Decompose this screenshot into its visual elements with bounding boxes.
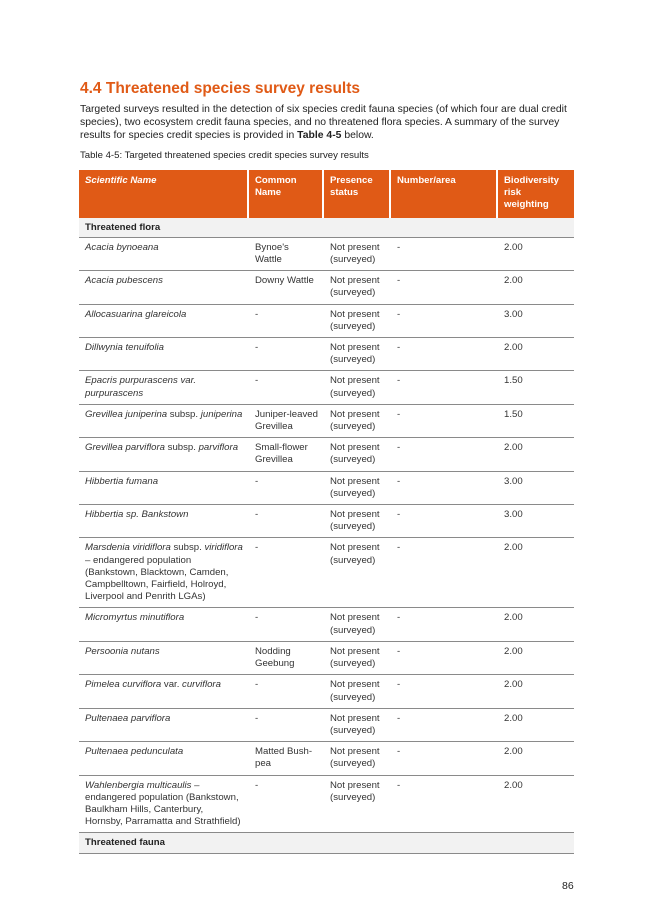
scientific-name-cell <box>79 608 249 641</box>
common-name-cell: Nodding Geebung <box>249 642 324 675</box>
header-presence-status: Presence status <box>324 170 391 218</box>
number-area-cell: - <box>391 271 498 304</box>
table-row <box>79 675 574 708</box>
table-row <box>79 642 574 675</box>
common-name-cell: - <box>249 505 324 538</box>
risk-weighting-cell: 2.00 <box>498 608 574 641</box>
presence-status-cell: Not present (surveyed) <box>324 438 391 471</box>
header-common-name: Common Name <box>249 170 324 218</box>
risk-weighting-cell: 3.00 <box>498 305 574 338</box>
scientific-name-cell <box>79 271 249 304</box>
scientific-name-part: subsp. <box>170 542 205 554</box>
scientific-name-part: Hibbertia fumana <box>85 475 159 487</box>
scientific-name-cell <box>79 371 249 404</box>
common-name-cell: - <box>249 472 324 505</box>
number-area-cell: - <box>391 338 498 371</box>
scientific-name-part: Pultenaea parviflora <box>85 712 171 724</box>
scientific-name-cell <box>79 305 249 338</box>
intro-text: Targeted surveys resulted in the detection of six species credit fauna species (of which four are dual credit species), two ecosystem credit fauna species, and no threatened flora species. A summary of the survey results for species credit species is provided in <box>80 104 567 141</box>
common-name-cell: Downy Wattle <box>249 271 324 304</box>
table-row <box>79 338 574 371</box>
table-row <box>79 776 574 834</box>
scientific-name-part: Marsdenia viridiflora <box>85 542 171 554</box>
scientific-name-part: Acacia pubescens <box>85 275 163 287</box>
header-biodiversity-risk: Biodiversity risk weighting <box>498 170 574 218</box>
scientific-name-part: Pultenaea pedunculata <box>85 746 184 758</box>
common-name-cell: Juniper-leaved Grevillea <box>249 405 324 438</box>
number-area-cell: - <box>391 505 498 538</box>
section-row-fauna <box>79 833 574 853</box>
risk-weighting-cell: 3.00 <box>498 505 574 538</box>
presence-status-cell: Not present (surveyed) <box>324 472 391 505</box>
presence-status-cell: Not present (surveyed) <box>324 338 391 371</box>
risk-weighting-cell: 2.00 <box>498 709 574 742</box>
species-survey-table <box>79 170 574 854</box>
risk-weighting-cell: 2.00 <box>498 338 574 371</box>
table-row <box>79 608 574 641</box>
common-name-cell: - <box>249 776 324 834</box>
scientific-name-part: Dillwynia tenuifolia <box>85 342 164 354</box>
risk-weighting-cell: 2.00 <box>498 438 574 471</box>
scientific-name-part: curviflora <box>182 679 221 691</box>
number-area-cell: - <box>391 608 498 641</box>
table-row <box>79 505 574 538</box>
risk-weighting-cell: 2.00 <box>498 742 574 775</box>
presence-status-cell: Not present (surveyed) <box>324 538 391 608</box>
scientific-name-cell <box>79 538 249 608</box>
presence-status-cell: Not present (surveyed) <box>324 642 391 675</box>
scientific-name-part: var. <box>161 679 183 691</box>
section-heading: 4.4 Threatened species survey results <box>80 80 361 97</box>
scientific-name-cell <box>79 675 249 708</box>
number-area-cell: - <box>391 305 498 338</box>
table-header-row <box>79 170 574 218</box>
common-name-cell: - <box>249 338 324 371</box>
table-row <box>79 438 574 471</box>
scientific-name-cell <box>79 238 249 271</box>
number-area-cell: - <box>391 709 498 742</box>
risk-weighting-cell: 1.50 <box>498 371 574 404</box>
presence-status-cell: Not present (surveyed) <box>324 238 391 271</box>
risk-weighting-cell: 2.00 <box>498 642 574 675</box>
scientific-name-cell <box>79 709 249 742</box>
presence-status-cell: Not present (surveyed) <box>324 608 391 641</box>
header-number-area: Number/area <box>391 170 498 218</box>
table-row <box>79 238 574 271</box>
number-area-cell: - <box>391 642 498 675</box>
intro-text-end: below. <box>341 130 374 141</box>
header-scientific-name: Scientific Name <box>79 170 249 218</box>
table-row <box>79 709 574 742</box>
common-name-cell: - <box>249 709 324 742</box>
section-label: Threatened fauna <box>79 833 574 853</box>
scientific-name-part: Wahlenbergia multicaulis <box>85 779 192 791</box>
scientific-name-part: subsp. <box>167 408 201 420</box>
page-number: 86 <box>562 880 574 892</box>
scientific-name-cell <box>79 642 249 675</box>
scientific-name-cell <box>79 438 249 471</box>
scientific-name-cell <box>79 405 249 438</box>
table-row <box>79 305 574 338</box>
presence-status-cell: Not present (surveyed) <box>324 776 391 834</box>
risk-weighting-cell: 2.00 <box>498 271 574 304</box>
presence-status-cell: Not present (surveyed) <box>324 505 391 538</box>
presence-status-cell: Not present (surveyed) <box>324 675 391 708</box>
scientific-name-part: Allocasuarina glareicola <box>85 308 187 320</box>
number-area-cell: - <box>391 776 498 834</box>
number-area-cell: - <box>391 742 498 775</box>
scientific-name-cell <box>79 776 249 834</box>
scientific-name-part: Epacris purpurascens var. purpurascens <box>85 375 197 399</box>
presence-status-cell: Not present (surveyed) <box>324 305 391 338</box>
common-name-cell: - <box>249 538 324 608</box>
scientific-name-part: Micromyrtus minutiflora <box>85 612 185 624</box>
scientific-name-part: juniperina <box>200 408 243 420</box>
risk-weighting-cell: 2.00 <box>498 776 574 834</box>
intro-paragraph <box>80 103 570 142</box>
common-name-cell: - <box>249 305 324 338</box>
number-area-cell: - <box>391 405 498 438</box>
presence-status-cell: Not present (surveyed) <box>324 405 391 438</box>
common-name-cell: Small-flower Grevillea <box>249 438 324 471</box>
risk-weighting-cell: 1.50 <box>498 405 574 438</box>
scientific-name-part: viridiflora <box>204 542 243 554</box>
section-row-flora <box>79 218 574 238</box>
common-name-cell: - <box>249 608 324 641</box>
common-name-cell: - <box>249 675 324 708</box>
table-caption: Table 4-5: Targeted threatened species credit species survey results <box>80 150 369 161</box>
scientific-name-cell <box>79 472 249 505</box>
presence-status-cell: Not present (surveyed) <box>324 271 391 304</box>
number-area-cell: - <box>391 472 498 505</box>
table-reference: Table 4-5 <box>297 130 342 141</box>
number-area-cell: - <box>391 538 498 608</box>
number-area-cell: - <box>391 438 498 471</box>
common-name-cell: - <box>249 371 324 404</box>
risk-weighting-cell: 2.00 <box>498 675 574 708</box>
scientific-name-part: parviflora <box>198 442 239 454</box>
number-area-cell: - <box>391 371 498 404</box>
table-row <box>79 538 574 608</box>
scientific-name-part: Persoonia nutans <box>85 645 160 657</box>
table-row <box>79 271 574 304</box>
table-row <box>79 742 574 775</box>
common-name-cell: Matted Bush-pea <box>249 742 324 775</box>
number-area-cell: - <box>391 238 498 271</box>
table-row <box>79 405 574 438</box>
scientific-name-part: Pimelea curviflora <box>85 679 162 691</box>
table-row <box>79 371 574 404</box>
presence-status-cell: Not present (surveyed) <box>324 371 391 404</box>
scientific-name-part: – endangered population (Bankstown, Blacktown, Camden, Campbelltown, Fairfield, Holroyd, Liverpool and Penrith LGAs) <box>85 554 229 603</box>
scientific-name-part: Acacia bynoeana <box>85 241 159 253</box>
presence-status-cell: Not present (surveyed) <box>324 709 391 742</box>
scientific-name-cell <box>79 338 249 371</box>
scientific-name-part: Grevillea juniperina <box>85 408 168 420</box>
risk-weighting-cell: 2.00 <box>498 538 574 608</box>
scientific-name-cell <box>79 505 249 538</box>
scientific-name-part: Hibbertia sp. Bankstown <box>85 509 189 521</box>
scientific-name-part: Grevillea parviflora <box>85 442 165 454</box>
scientific-name-part: – endangered population (Bankstown, Baulkham Hills, Canterbury, Hornsby, Parramatta and Strathfield) <box>85 779 241 828</box>
risk-weighting-cell: 2.00 <box>498 238 574 271</box>
scientific-name-cell <box>79 742 249 775</box>
table-body <box>79 218 574 854</box>
risk-weighting-cell: 3.00 <box>498 472 574 505</box>
presence-status-cell: Not present (surveyed) <box>324 742 391 775</box>
section-label: Threatened flora <box>79 218 574 238</box>
number-area-cell: - <box>391 675 498 708</box>
common-name-cell: Bynoe's Wattle <box>249 238 324 271</box>
scientific-name-part: subsp. <box>164 442 199 454</box>
table-row <box>79 472 574 505</box>
